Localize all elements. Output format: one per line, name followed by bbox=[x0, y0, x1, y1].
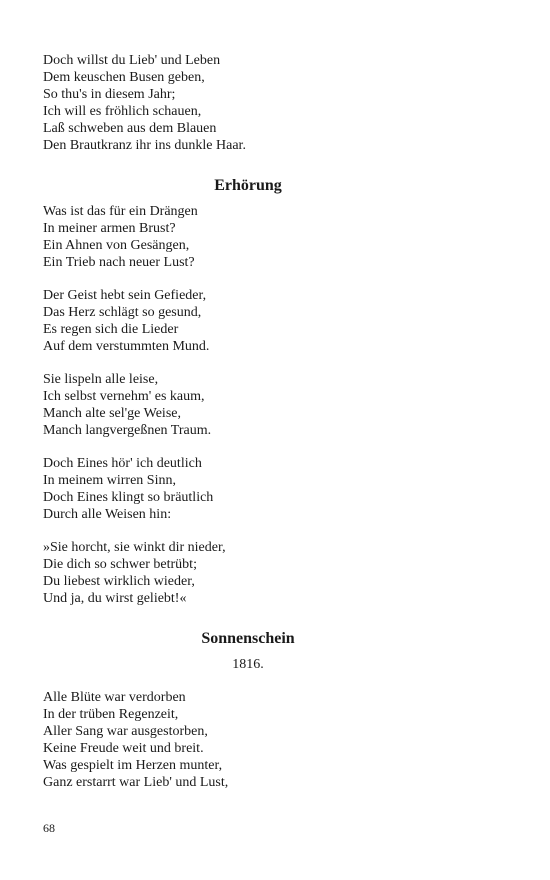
poem-year: 1816. bbox=[232, 657, 264, 672]
verse-line: Sie lispeln alle leise, bbox=[43, 372, 159, 387]
erhoerung-stanza-5 bbox=[43, 539, 226, 607]
verse-line: Was ist das für ein Drängen bbox=[43, 204, 198, 219]
verse-line: Doch willst du Lieb' und Leben bbox=[43, 53, 221, 68]
verse-line: Manch langvergeßnen Traum. bbox=[43, 423, 212, 438]
poem-title-sonnenschein: Sonnenschein bbox=[201, 630, 295, 647]
erhoerung-stanza-2 bbox=[43, 287, 209, 355]
verse-line: Dem keuschen Busen geben, bbox=[43, 70, 205, 85]
verse-line: Den Brautkranz ihr ins dunkle Haar. bbox=[43, 138, 246, 153]
verse-line: Du liebest wirklich wieder, bbox=[43, 574, 195, 589]
verse-line: Alle Blüte war verdorben bbox=[43, 690, 186, 705]
erhoerung-stanza-1 bbox=[43, 203, 198, 271]
verse-line: »Sie horcht, sie winkt dir nieder, bbox=[43, 540, 226, 555]
verse-line: Ein Trieb nach neuer Lust? bbox=[43, 255, 195, 270]
erhoerung-stanza-3 bbox=[43, 371, 211, 439]
verse-line: Laß schweben aus dem Blauen bbox=[43, 121, 217, 136]
poem-continued-stanza bbox=[43, 52, 246, 154]
poem-title-erhoerung: Erhörung bbox=[214, 177, 282, 194]
verse-line: So thu's in diesem Jahr; bbox=[43, 87, 176, 102]
verse-line: Das Herz schlägt so gesund, bbox=[43, 305, 202, 320]
verse-line: Durch alle Weisen hin: bbox=[43, 507, 172, 522]
verse-line: Ich will es fröhlich schauen, bbox=[43, 104, 202, 119]
verse-line: Ein Ahnen von Gesängen, bbox=[43, 238, 190, 253]
verse-line: In der trüben Regenzeit, bbox=[43, 707, 179, 722]
verse-line: Der Geist hebt sein Gefieder, bbox=[43, 288, 207, 303]
verse-line: In meinem wirren Sinn, bbox=[43, 473, 176, 488]
verse-line: Was gespielt im Herzen munter, bbox=[43, 758, 223, 773]
erhoerung-stanza-4 bbox=[43, 455, 213, 523]
verse-line: Ganz erstarrt war Lieb' und Lust, bbox=[43, 775, 229, 790]
verse-line: Doch Eines klingt so bräutlich bbox=[43, 490, 214, 505]
verse-line: Aller Sang war ausgestorben, bbox=[43, 724, 208, 739]
verse-line: Manch alte sel'ge Weise, bbox=[43, 406, 181, 421]
sonnenschein-stanza-1 bbox=[43, 689, 228, 791]
verse-line: Es regen sich die Lieder bbox=[43, 322, 179, 337]
verse-line: Keine Freude weit und breit. bbox=[43, 741, 204, 756]
verse-line: Doch Eines hör' ich deutlich bbox=[43, 456, 202, 471]
verse-line: Die dich so schwer betrübt; bbox=[43, 557, 197, 572]
verse-line: In meiner armen Brust? bbox=[43, 221, 176, 236]
verse-line: Und ja, du wirst geliebt!« bbox=[43, 591, 187, 606]
verse-line: Auf dem verstummten Mund. bbox=[43, 339, 210, 354]
verse-line: Ich selbst vernehm' es kaum, bbox=[43, 389, 205, 404]
page-number: 68 bbox=[43, 821, 55, 835]
